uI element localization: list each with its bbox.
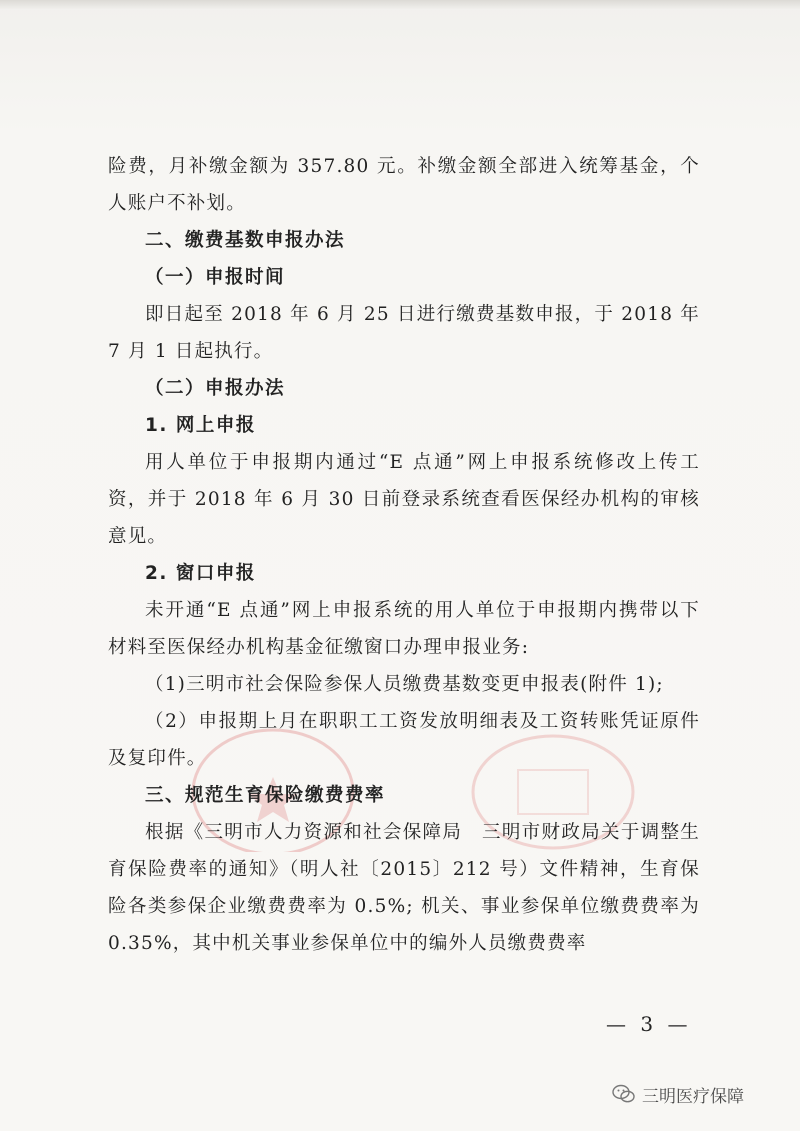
subheading-online: 1. 网上申报 <box>145 415 256 436</box>
scan-edge <box>0 0 800 10</box>
section-heading-2: 二、缴费基数申报办法 <box>145 230 346 251</box>
wechat-icon <box>612 1083 636 1105</box>
subheading-declaration-time: （一）申报时间 <box>145 267 286 288</box>
list-item-1: （1)三明市社会保险参保人员缴费基数变更申报表(附件 1); <box>145 674 664 695</box>
subheading-window: 2. 窗口申报 <box>145 563 256 584</box>
paragraph-online: 用人单位于申报期内通过“E 点通”网上申报系统修改上传工资，并于 2018 年 6 月 30 日前登录系统查看医保经办机构的审核意见。 <box>108 452 700 547</box>
section-heading-3: 三、规范生育保险缴费费率 <box>145 785 386 806</box>
page-number: — 3 — <box>606 1012 692 1036</box>
document-body <box>108 148 700 962</box>
wechat-watermark <box>612 1082 744 1106</box>
watermark-label: 三明医疗保障 <box>642 1086 744 1107</box>
paragraph-window: 未开通“E 点通”网上申报系统的用人单位于申报期内携带以下材料至医保经办机构基金征缴窗口办理申报业务: <box>108 600 700 658</box>
subheading-declaration-method: （二）申报办法 <box>145 378 286 399</box>
paragraph-declaration-time: 即日起至 2018 年 6 月 25 日进行缴费基数申报，于 2018 年 7 月 1 日起执行。 <box>108 304 700 362</box>
paragraph-maternity-rate: 根据《三明市人力资源和社会保障局 三明市财政局关于调整生育保险费率的通知》（明人社〔2015〕212 号）文件精神，生育保险各类参保企业缴费费率为 0.5%; 机关、事业参保单位缴费费率为 0.35%，其中机关事业参保单位中的编外人员缴费费率 <box>108 822 700 954</box>
list-item-2: （2）申报期上月在职职工工资发放明细表及工资转账凭证原件及复印件。 <box>108 711 700 769</box>
paragraph-0: 险费，月补缴金额为 357.80 元。补缴金额全部进入统筹基金，个人账户不补划。 <box>108 156 700 214</box>
